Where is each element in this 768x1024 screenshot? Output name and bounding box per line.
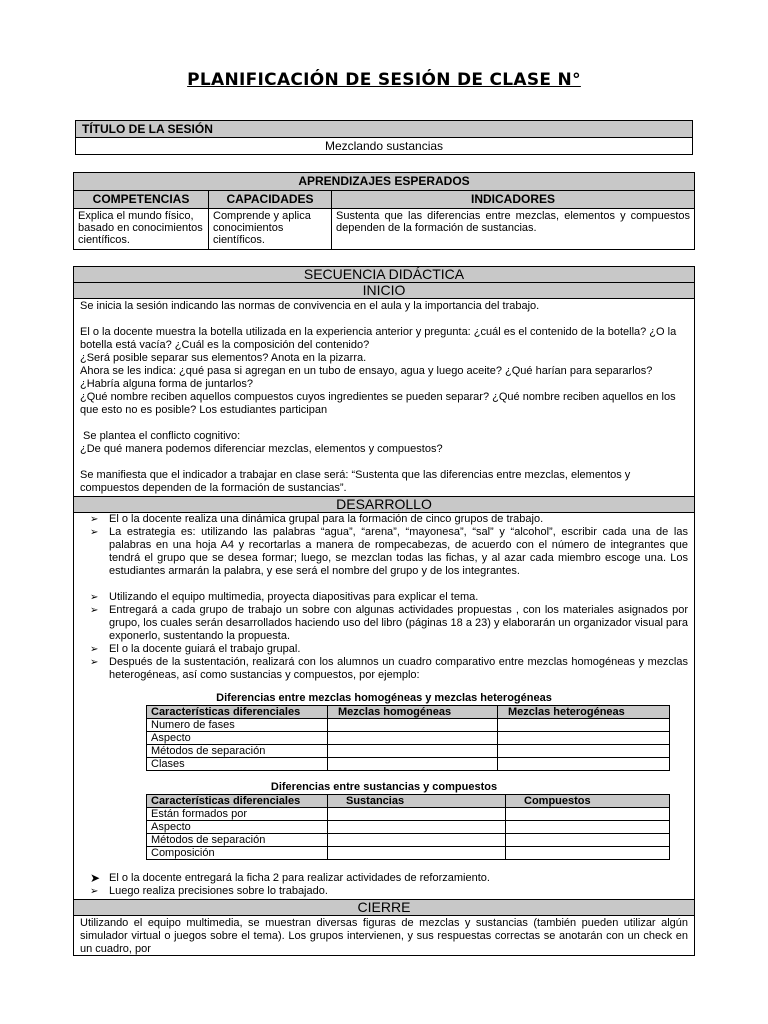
table1-header: Mezclas heterogéneas bbox=[498, 706, 670, 719]
table-row: Composición bbox=[147, 847, 670, 860]
table-row: Métodos de separación bbox=[147, 745, 670, 758]
inicio-p4: Ahora se les indica: ¿qué pasa si agregan en un tubo de ensayo, agua y luego aceite? ¿Qué harían para separarlos? ¿Habría alguna forma de juntarlos? bbox=[80, 365, 653, 390]
table2-header: Características diferenciales bbox=[147, 795, 328, 808]
table-row: Aspecto bbox=[147, 732, 670, 745]
list-item: ➢ Utilizando el equipo multimedia, proyecta diapositivas para explicar el tema. bbox=[90, 591, 479, 603]
arrow-bullet-icon: ➢ bbox=[90, 657, 99, 668]
table2-header: Compuestos bbox=[506, 795, 670, 808]
list-item: ➢ El o la docente realiza una dinámica grupal para la formación de cinco grupos de trabajo. bbox=[90, 513, 544, 525]
arrow-bullet-icon: ➢ bbox=[90, 886, 99, 897]
table-row: Están formados por bbox=[147, 808, 670, 821]
inicio-p2: El o la docente muestra la botella utilizada en la experiencia anterior y pregunta: ¿cuál es el contenido de la botella? ¿O la botella está vacía? ¿Cuál es la composición del contenido? bbox=[80, 326, 677, 351]
arrow-bullet-icon: ➢ bbox=[90, 527, 99, 538]
arrow-bullet-icon: ➢ bbox=[90, 592, 99, 603]
table2-header: Sustancias bbox=[328, 795, 506, 808]
comparison-table-mixtures bbox=[146, 705, 670, 771]
inicio-header: INICIO bbox=[74, 283, 694, 299]
desarrollo-list-2 bbox=[74, 591, 694, 682]
table-row: Clases bbox=[147, 758, 670, 771]
inicio-p5: ¿Qué nombre reciben aquellos compuestos cuyos ingredientes se pueden separar? ¿Qué nombre reciben aquellos en los que esto no es posible? Los estudiantes participan bbox=[80, 391, 676, 416]
list-item: ➢ La estrategia es: utilizando las palabras “agua”, “arena”, “mayonesa”, “sal” y “alcohol”, escribir cada una de las palabras en una hoja A4 y recortarlas a manera de rompecabezas, de acuerdo con el número de integrantes que tendrá el grupo que se desea formar; luego, se mezclan todas las fichas, y al azar cada miembro escoge una. Los estudiantes armarán la palabra, y ese será el nombre del grupo y de los integrantes. bbox=[90, 526, 688, 577]
expected-learning-table bbox=[73, 172, 695, 250]
arrow-bullet-icon: ➢ bbox=[90, 605, 99, 616]
arrow-bullet-icon: ➢ bbox=[90, 644, 99, 655]
sequence-header: SECUENCIA DIDÁCTICA bbox=[74, 267, 694, 283]
list-item: ➢ Entregará a cada grupo de trabajo un sobre con algunas actividades propuestas , con los materiales asignados por grupo, los cuales serán desarrollados haciendo uso del libro (páginas 18 a 23) y elaborarán un organizador visual para exponerlo, sustentando la propuesta. bbox=[90, 604, 688, 642]
list-item: ➤ El o la docente entregará la ficha 2 para realizar actividades de reforzamiento. bbox=[90, 871, 490, 885]
table1-title: Diferencias entre mezclas homogéneas y mezclas heterogéneas bbox=[216, 692, 552, 704]
desarrollo-list-3 bbox=[74, 872, 694, 898]
inicio-p8: Se manifiesta que el indicador a trabajar en clase será: “Sustenta que las diferencias entre mezclas, elementos y compuestos dependen de la formación de sustancias”. bbox=[80, 469, 631, 494]
inicio-content bbox=[74, 299, 694, 496]
table-row: Aspecto bbox=[147, 821, 670, 834]
col-capacidades: CAPACIDADES bbox=[209, 191, 332, 209]
session-title-table bbox=[75, 120, 693, 155]
arrow-bullet-icon: ➢ bbox=[90, 514, 99, 525]
table1-header: Características diferenciales bbox=[147, 706, 328, 719]
desarrollo-header: DESARROLLO bbox=[74, 496, 694, 513]
arrow-bullet-icon: ➤ bbox=[90, 871, 101, 885]
col-indicadores: INDICADORES bbox=[332, 191, 695, 209]
expected-learning-header: APRENDIZAJES ESPERADOS bbox=[74, 173, 695, 191]
inicio-p1: Se inicia la sesión indicando las normas de convivencia en el aula y la importancia del trabajo. bbox=[80, 300, 540, 312]
table-row: Métodos de separación bbox=[147, 834, 670, 847]
cierre-text: Utilizando el equipo multimedia, se muestran diversas figuras de mezclas y sustancias (también pueden utilizar algún simulador virtual o juegos sobre el tema). Los grupos intervienen, y sus respuestas correctas se anotarán con un check en un cuadro, por bbox=[80, 917, 688, 955]
session-title-value: Mezclando sustancias bbox=[76, 138, 693, 155]
list-item: ➢ Después de la sustentación, realizará con los alumnos un cuadro comparativo entre mezclas homogéneas y mezclas heterogéneas, así como sustancias y compuestos, por ejemplo: bbox=[90, 656, 688, 681]
table-row: Numero de fases bbox=[147, 719, 670, 732]
list-item: ➢ Luego realiza precisiones sobre lo trabajado. bbox=[90, 885, 328, 897]
desarrollo-list-1 bbox=[74, 513, 694, 578]
col-competencias: COMPETENCIAS bbox=[74, 191, 209, 209]
cierre-header: CIERRE bbox=[74, 899, 694, 916]
list-item: ➢ El o la docente guiará el trabajo grupal. bbox=[90, 643, 301, 655]
table1-header: Mezclas homogéneas bbox=[328, 706, 498, 719]
cell-indicador: Sustenta que las diferencias entre mezclas, elementos y compuestos dependen de la formación de sustancias. bbox=[332, 209, 695, 250]
inicio-p3: ¿Será posible separar sus elementos? Anota en la pizarra. bbox=[80, 352, 367, 364]
inicio-p6: Se plantea el conflicto cognitivo: bbox=[80, 430, 241, 442]
cell-capacidad: Comprende y aplica conocimientos científicos. bbox=[209, 209, 332, 250]
table2-title: Diferencias entre sustancias y compuestos bbox=[270, 781, 498, 793]
inicio-p7: ¿De qué manera podemos diferenciar mezclas, elementos y compuestos? bbox=[80, 443, 443, 455]
didactic-sequence bbox=[73, 266, 695, 956]
page-title: PLANIFICACIÓN DE SESIÓN DE CLASE N° bbox=[187, 70, 581, 90]
session-title-label: TÍTULO DE LA SESIÓN bbox=[76, 121, 693, 138]
comparison-table-substances bbox=[146, 794, 670, 860]
cell-competencia: Explica el mundo físico, basado en conocimientos científicos. bbox=[74, 209, 209, 250]
